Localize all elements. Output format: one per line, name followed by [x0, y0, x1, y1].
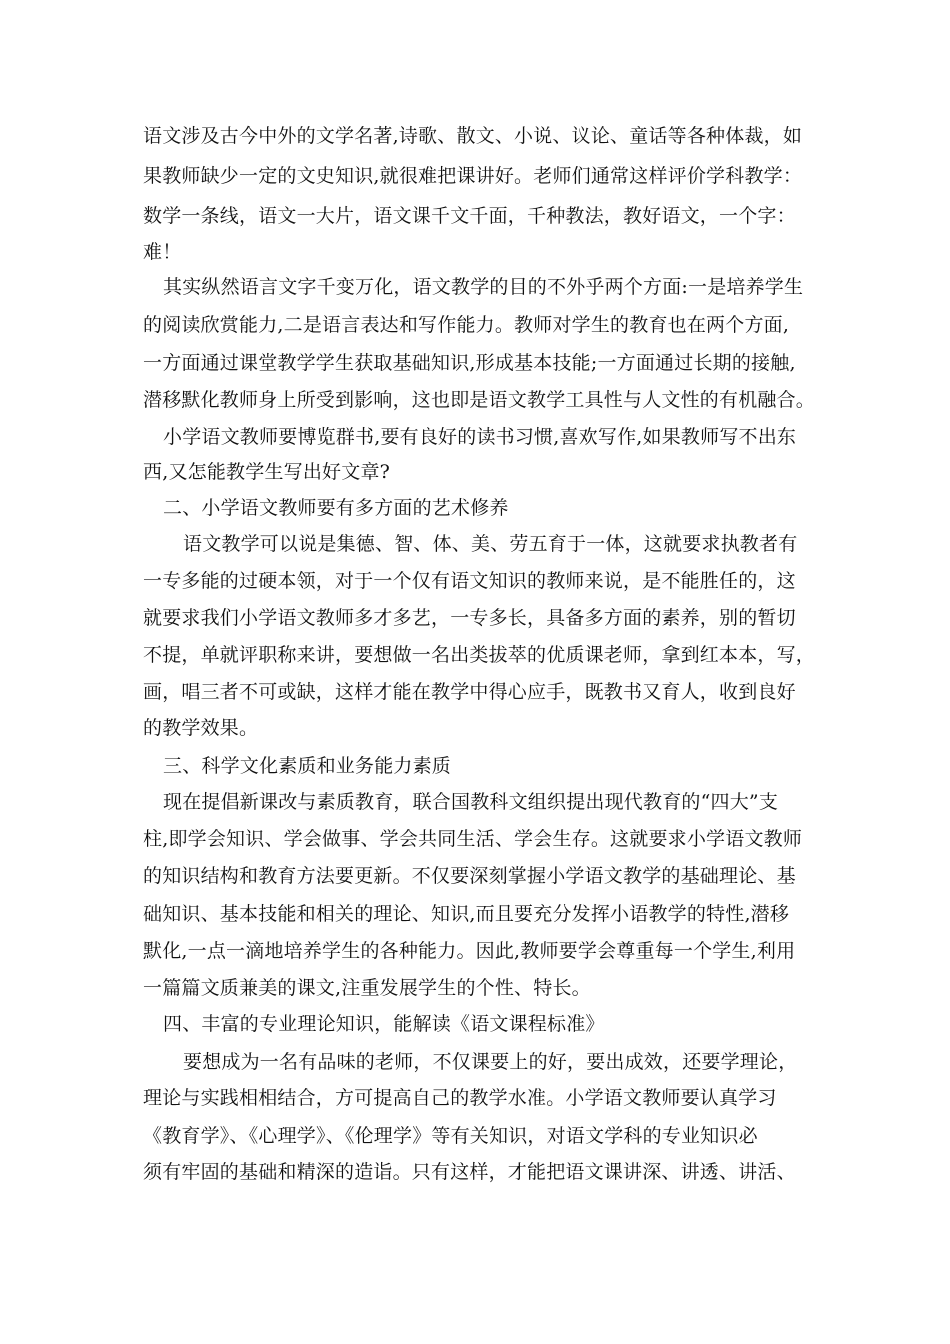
- text-line: 语文教学可以说是集德、智、体、美、劳五育于一体，这就要求执教者有: [183, 533, 798, 555]
- text-line: 《教育学》、《心理学》、《伦理学》等有关知识，对语文学科的专业知识必: [143, 1125, 758, 1147]
- text-line: 潜移默化教师身上所受到影响，这也即是语文教学工具性与人文性的有机融合。: [143, 389, 816, 411]
- text-line: 小学语文教师要博览群书,要有良好的读书习惯,喜欢写作,如果教师写不出东: [163, 426, 797, 448]
- text-line: 要想成为一名有品味的老师，不仅课要上的好，要出成效，还要学理论，: [183, 1051, 798, 1073]
- text-line: 的教学效果。: [143, 717, 259, 739]
- section-heading: 四、丰富的专业理论知识，能解读《语文课程标准》: [163, 1013, 605, 1035]
- text-line: 画，唱三者不可或缺，这样才能在教学中得心应手，既教书又育人，收到良好: [143, 681, 796, 703]
- text-line: 不提，单就评职称来讲，要想做一名出类拔萃的优质课老师，拿到红本本，写，: [143, 644, 816, 666]
- text-line: 础知识、基本技能和相关的理论、知识,而且要充分发挥小语教学的特性,潜移: [143, 903, 790, 925]
- text-line: 难！: [143, 241, 182, 263]
- text-line: 一篇篇文质兼美的课文,注重发展学生的个性、特长。: [143, 977, 591, 999]
- text-line: 果教师缺少一定的文史知识,就很难把课讲好。老师们通常这样评价学科教学：: [143, 165, 803, 187]
- text-line: 一方面通过课堂教学学生获取基础知识,形成基本技能;一方面通过长期的接触,: [143, 352, 796, 374]
- text-line: 就要求我们小学语文教师多才多艺，一专多长，具备多方面的素养，别的暂切: [143, 607, 796, 629]
- text-line: 语文涉及古今中外的文学名著,诗歌、散文、小说、议论、童话等各种体裁，如: [143, 125, 803, 147]
- text-line: 理论与实践相相结合，方可提高自己的教学水准。小学语文教师要认真学习: [143, 1087, 777, 1109]
- text-line: 现在提倡新课改与素质教育，联合国教科文组织提出现代教育的“四大”支: [163, 791, 779, 813]
- text-line: 柱,即学会知识、学会做事、学会共同生活、学会生存。这就要求小学语文教师: [143, 828, 803, 850]
- text-line: 西,又怎能教学生写出好文章?: [143, 461, 391, 483]
- text-line: 的阅读欣赏能力,二是语言表达和写作能力。教师对学生的教育也在两个方面,: [143, 314, 790, 336]
- text-line: 须有牢固的基础和精深的造诣。只有这样，才能把语文课讲深、讲透、讲活、: [143, 1161, 796, 1183]
- section-heading: 二、小学语文教师要有多方面的艺术修养: [163, 497, 509, 519]
- text-line: 默化,一点一滴地培养学生的各种能力。因此,教师要学会尊重每一个学生,利用: [143, 940, 796, 962]
- text-line: 其实纵然语言文字千变万化，语文教学的目的不外乎两个方面:一是培养学生: [163, 276, 804, 298]
- section-heading: 三、科学文化素质和业务能力素质: [163, 755, 452, 777]
- text-line: 数学一条线，语文一大片，语文课千文千面，千种教法，教好语文，一个字：: [143, 205, 796, 227]
- text-line: 的知识结构和教育方法要更新。不仅要深刻掌握小学语文教学的基础理论、基: [143, 865, 796, 887]
- text-line: 一专多能的过硬本领，对于一个仅有语文知识的教师来说，是不能胜任的，这: [143, 570, 796, 592]
